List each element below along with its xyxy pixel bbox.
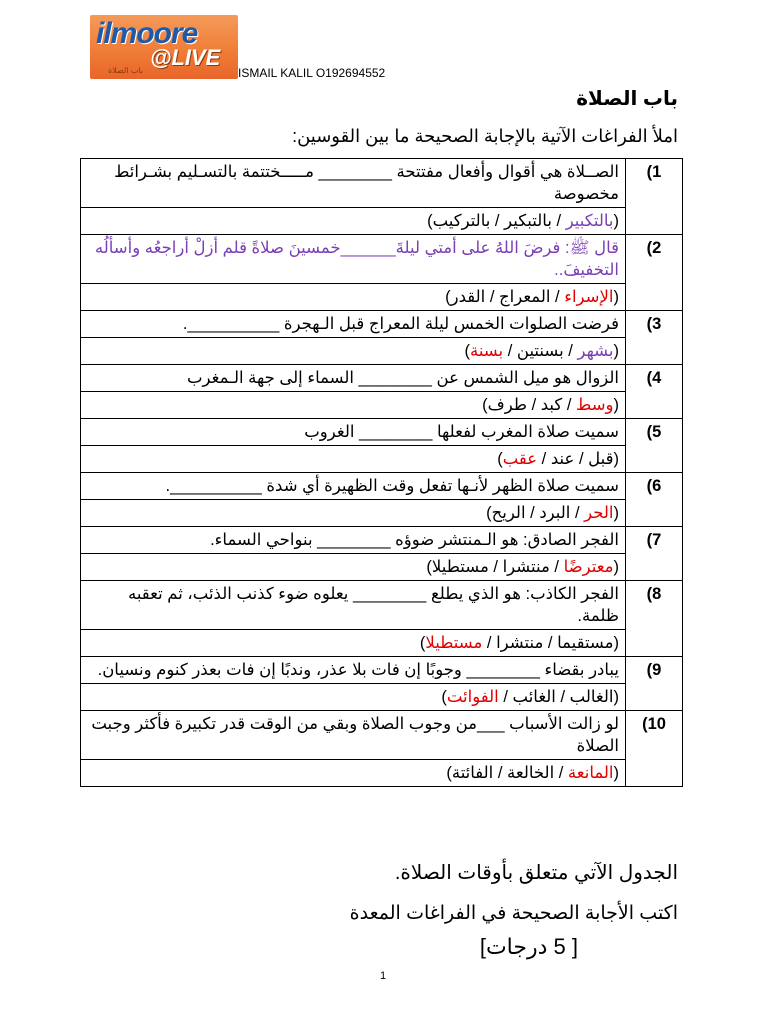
answer-option: بسنة	[469, 342, 504, 360]
answer-options: (بالتكبير / بالتبكير / بالتركيب)	[81, 208, 626, 235]
question-number: 3)	[626, 311, 683, 365]
answer-options: (الحر / البرد / الريح)	[81, 500, 626, 527]
options-row	[81, 760, 683, 787]
question-number: 5)	[626, 419, 683, 473]
question-text: الفجر الصادق: هو الـمنتشر ضوؤه ________ بنواحي السماء.	[81, 527, 626, 554]
answer-options: (الغالب / الغائب / الفوائت)	[81, 684, 626, 711]
page-number: 1	[380, 970, 387, 982]
question-row	[81, 527, 683, 554]
options-row	[81, 338, 683, 365]
answer-options: (مستقيما / منتشرا / مستطيلا)	[81, 630, 626, 657]
answer-option: الغالب	[569, 688, 614, 706]
question-row	[81, 159, 683, 208]
logo-live: @LIVE	[150, 45, 221, 70]
answer-option: الحر	[584, 504, 614, 522]
answer-options: (بشهر / بسنتين / بسنة)	[81, 338, 626, 365]
answer-options: (المانعة / الخالعة / الفائتة)	[81, 760, 626, 787]
answer-option: القدر	[450, 288, 486, 306]
answer-option: الريح	[491, 504, 526, 522]
answer-options: (قبل / عند / عقب)	[81, 446, 626, 473]
question-text: فرضت الصلوات الخمس ليلة المعراج قبل الـهجرة __________.	[81, 311, 626, 338]
question-row	[81, 657, 683, 684]
answer-option: قبل	[588, 450, 614, 468]
question-row	[81, 419, 683, 446]
answer-option: مستطيلا	[425, 634, 483, 652]
answer-option: بالتركيب	[432, 212, 491, 230]
options-row	[81, 392, 683, 419]
answer-option: مستقيما	[557, 634, 614, 652]
options-row	[81, 684, 683, 711]
question-row	[81, 473, 683, 500]
question-text: الزوال هو ميل الشمس عن ________ السماء إلى جهة الـمغرب	[81, 365, 626, 392]
question-text: سميت صلاة المغرب لفعلها ________ الغروب	[81, 419, 626, 446]
answer-option: البرد	[539, 504, 571, 522]
question-number: 4)	[626, 365, 683, 419]
answer-option: الفائتة	[451, 764, 494, 782]
logo-sub: ﺑﺎﺏ ﺍﻟﺼﻼﺓ	[108, 66, 143, 75]
answer-option: منتشرا	[502, 558, 550, 576]
options-row	[81, 446, 683, 473]
question-text: لو زالت الأسباب ___من وجوب الصلاة وبقي من الوقت قدر تكبيرة فأكثر وجبت الصلاة	[81, 711, 626, 760]
answer-option: المعراج	[499, 288, 551, 306]
contact-line: ISMAIL KALIL O192694552	[238, 66, 386, 80]
logo-brand: ilmoore	[96, 17, 198, 50]
options-row	[81, 554, 683, 581]
answer-option: طرف	[487, 396, 527, 414]
answer-options: (الإسراء / المعراج / القدر)	[81, 284, 626, 311]
answer-option: الغائب	[512, 688, 556, 706]
answer-option: الخالعة	[507, 764, 555, 782]
table-intro-text: الجدول الآتي متعلق بأوقات الصلاة.	[394, 862, 678, 884]
answer-option: كبد	[540, 396, 563, 414]
answer-instruction-text: اكتب الأجابة الصحيحة في الفراغات المعدة	[349, 903, 678, 924]
question-row	[81, 711, 683, 760]
answer-option: بشهر	[577, 342, 614, 360]
question-row	[81, 235, 683, 284]
answer-option: بالتبكير	[504, 212, 552, 230]
question-text: يبادر بقضاء ________ وجوبًا إن فات بلا عذر، وندبًا إن فات بعذر كنوم ونسيان.	[81, 657, 626, 684]
question-row	[81, 365, 683, 392]
question-text: سميت صلاة الظهر لأنـها تفعل وقت الظهيرة أي شدة __________.	[81, 473, 626, 500]
marks-label: [ 5 درجات]	[479, 934, 578, 959]
options-row	[81, 500, 683, 527]
questions-body	[81, 159, 683, 787]
answer-option: بالتكبير	[565, 212, 614, 230]
answer-option: الفوائت	[446, 688, 499, 706]
question-number: 7)	[626, 527, 683, 581]
answer-option: الإسراء	[564, 288, 614, 306]
options-row	[81, 208, 683, 235]
question-text: الفجر الكاذب: هو الذي يطلع ________ يعلوه ضوء كذنب الذئب، ثم تعقبه ظلمة.	[81, 581, 626, 630]
question-number: 10)	[626, 711, 683, 787]
question-number: 8)	[626, 581, 683, 657]
answer-option: عند	[550, 450, 575, 468]
answer-option: بسنتين	[516, 342, 564, 360]
answer-option: وسط	[576, 396, 614, 414]
answer-option: منتشرا	[496, 634, 544, 652]
answer-option: معترضًا	[563, 558, 614, 576]
ilmoore-live-logo	[90, 15, 238, 79]
answer-options: (معترضًا / منتشرا / مستطيلا)	[81, 554, 626, 581]
questions-table	[80, 158, 683, 787]
options-row	[81, 284, 683, 311]
page-title: باب الصلاة	[576, 88, 678, 110]
answer-option: عقب	[502, 450, 538, 468]
answer-option: مستطيلا	[431, 558, 489, 576]
answer-option: المانعة	[567, 764, 614, 782]
answer-options: (وسط / كبد / طرف)	[81, 392, 626, 419]
question-text: الصــلاة هي أقوال وأفعال مفتتحة ________ مـــــختتمة بالتسـليم بشـرائط مخصوصة	[81, 159, 626, 208]
question-number: 1)	[626, 159, 683, 235]
question-text: قال ﷺ: فرضَ اللهُ على أمتي ليلةَ______خمسينَ صلاةً قلم أزلْ أراجعُه وأسألُه التخفيفَ..	[81, 235, 626, 284]
question-row	[81, 581, 683, 630]
question-row	[81, 311, 683, 338]
instruction-text: املأ الفراغات الآتية بالإجابة الصحيحة ما بين القوسين:	[292, 126, 678, 146]
question-number: 9)	[626, 657, 683, 711]
options-row	[81, 630, 683, 657]
question-number: 6)	[626, 473, 683, 527]
question-number: 2)	[626, 235, 683, 311]
